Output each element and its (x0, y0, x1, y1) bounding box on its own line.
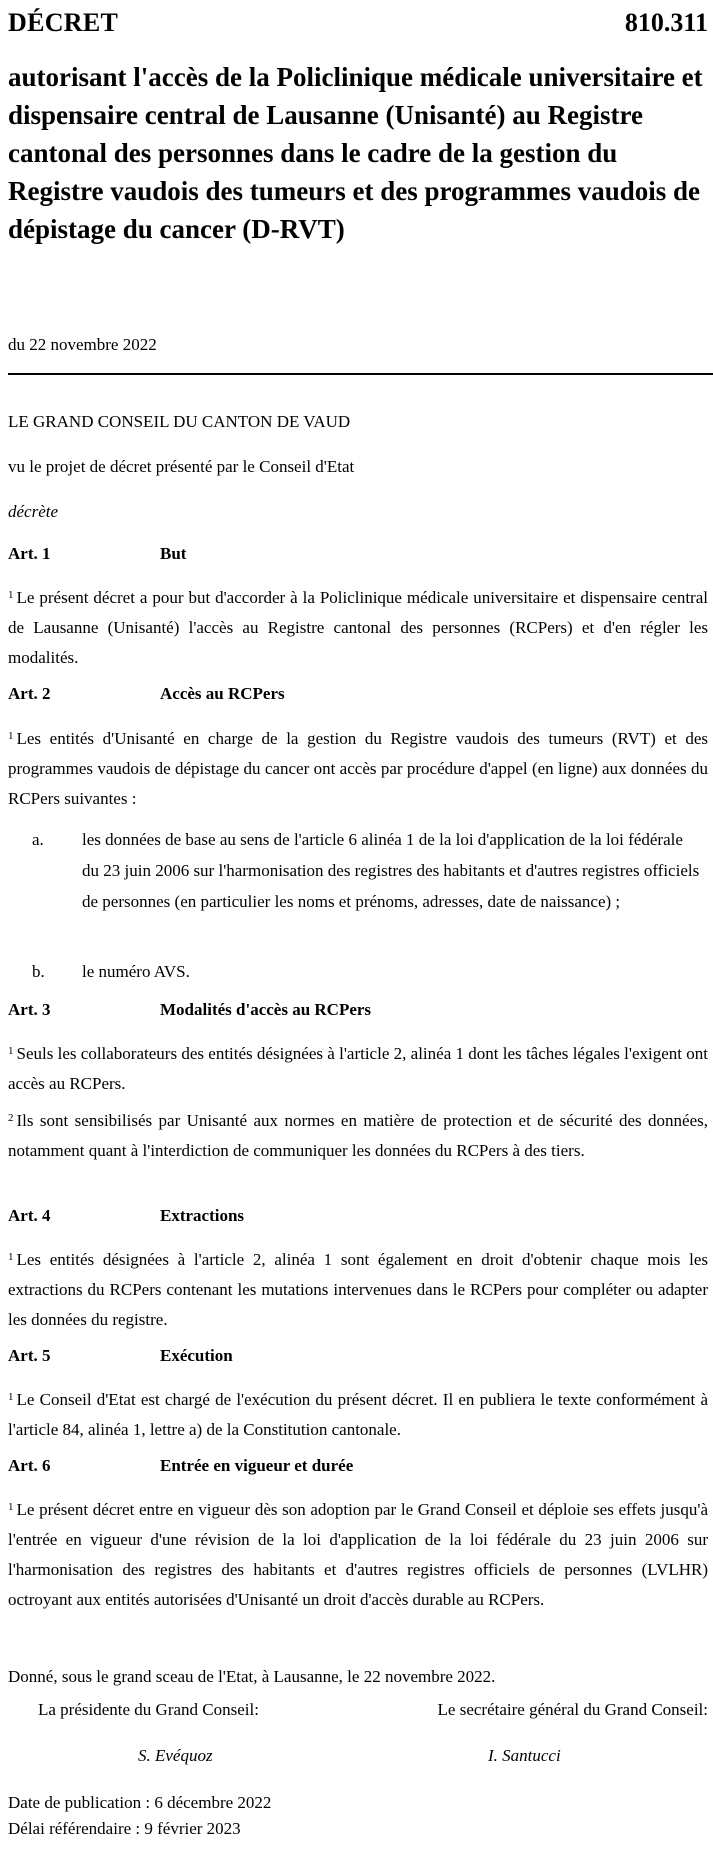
preamble-decrees: décrète (8, 502, 59, 521)
closing-given: Donné, sous le grand sceau de l'Etat, à Lausanne, le 22 novembre 2022. (8, 1667, 496, 1686)
article-2-list-item-a (8, 824, 708, 917)
article-6-paragraph-1 (8, 1492, 708, 1615)
article-title: Exécution (160, 1346, 233, 1365)
article-number: Art. 1 (8, 544, 51, 563)
paragraph-text: Le présent décret entre en vigueur dès son adoption par le Grand Conseil et déploie ses effets jusqu'à l'entrée en vigueur d'une révision de la loi d'application de la loi fédérale du 23 juin 2006 sur l'harmonisation des registres des habitants et d'autres registres officiels de personnes (LVLHR) octroyant aux entités autorisées d'Unisanté un droit d'accès durable au RCPers. (8, 1500, 708, 1609)
preamble-authority: LE GRAND CONSEIL DU CANTON DE VAUD (8, 412, 351, 431)
article-1-heading (8, 544, 708, 568)
list-text: les données de base au sens de l'article 6 alinéa 1 de la loi d'application de la loi fédérale du 23 juin 2006 sur l'harmonisation des registres des habitants et d'autres registres officiels de personnes (en particulier les noms et prénoms, adresses, date de naissance) ; (82, 830, 700, 911)
paragraph-number: 1 (8, 1501, 14, 1513)
article-6-heading (8, 1456, 708, 1480)
paragraph-text: Le Conseil d'Etat est chargé de l'exécution du présent décret. Il en publiera le texte conformément à l'article 84, alinéa 1, lettre a) de la Constitution cantonale. (8, 1390, 708, 1439)
article-number: Art. 2 (8, 684, 51, 703)
document-title: autorisant l'accès de la Policlinique médicale universitaire et dispensaire central de Lausanne (Unisanté) au Registre cantonal des personnes dans le cadre de la gestion du Registre vaudois des tumeurs et des programmes vaudois de dépistage du cancer (D-RVT) (8, 62, 703, 244)
referendum-deadline: Délai référendaire : 9 février 2023 (8, 1819, 241, 1838)
article-4-paragraph-1 (8, 1242, 708, 1335)
article-4-heading (8, 1206, 708, 1230)
article-number: Art. 6 (8, 1456, 51, 1475)
document-type: DÉCRET (8, 8, 119, 37)
article-2-list-item-b (8, 956, 708, 987)
article-3-heading (8, 1000, 708, 1024)
publication-date: Date de publication : 6 décembre 2022 (8, 1793, 272, 1812)
article-1-paragraph-1 (8, 580, 708, 673)
article-5-heading (8, 1346, 708, 1370)
paragraph-number: 2 (8, 1112, 14, 1124)
president-role: La présidente du Grand Conseil: (38, 1700, 259, 1719)
article-2-paragraph-1 (8, 721, 708, 814)
secretary-name: I. Santucci (488, 1746, 561, 1765)
document-header (8, 8, 708, 46)
paragraph-number: 1 (8, 589, 14, 601)
article-title: Extractions (160, 1206, 245, 1225)
paragraph-number: 1 (8, 1045, 14, 1057)
paragraph-number: 1 (8, 730, 14, 742)
article-title: But (160, 544, 187, 563)
article-5-paragraph-1 (8, 1382, 708, 1445)
document-number: 810.311 (624, 8, 708, 37)
article-number: Art. 4 (8, 1206, 51, 1225)
paragraph-number: 1 (8, 1391, 14, 1403)
article-3-paragraph-1 (8, 1036, 708, 1099)
article-title: Accès au RCPers (160, 684, 285, 703)
paragraph-text: Les entités désignées à l'article 2, alinéa 1 sont également en droit d'obtenir chaque mois les extractions du RCPers contenant les mutations intervenues dans le RCPers pour compléter ou adapter les données du registre. (8, 1250, 708, 1329)
secretary-role: Le secrétaire général du Grand Conseil: (437, 1700, 708, 1719)
paragraph-text: Les entités d'Unisanté en charge de la gestion du Registre vaudois des tumeurs (RVT) et des programmes vaudois de dépistage du cancer ont accès par procédure d'appel (en ligne) aux données du RCPers suivantes : (8, 729, 708, 808)
president-name: S. Evéquoz (138, 1746, 213, 1765)
list-letter: a. (32, 830, 44, 849)
document-date: du 22 novembre 2022 (8, 335, 157, 354)
article-2-heading (8, 684, 708, 708)
list-text: le numéro AVS. (82, 962, 190, 981)
header-divider (8, 373, 713, 375)
paragraph-text: Ils sont sensibilisés par Unisanté aux normes en matière de protection et de sécurité des données, notamment quant à l'interdiction de communiquer les données du RCPers à des tiers. (8, 1111, 708, 1160)
paragraph-text: Le présent décret a pour but d'accorder à la Policlinique médicale universitaire et dispensaire central de Lausanne (Unisanté) l'accès au Registre cantonal des personnes (RCPers) et d'en régler les modalités. (8, 588, 708, 667)
list-letter: b. (32, 962, 45, 981)
article-number: Art. 5 (8, 1346, 51, 1365)
preamble-seen: vu le projet de décret présenté par le Conseil d'Etat (8, 457, 355, 476)
article-title: Modalités d'accès au RCPers (160, 1000, 372, 1019)
paragraph-text: Seuls les collaborateurs des entités désignées à l'article 2, alinéa 1 dont les tâches légales l'exigent ont accès au RCPers. (8, 1044, 708, 1093)
article-3-paragraph-2 (8, 1103, 708, 1166)
article-number: Art. 3 (8, 1000, 51, 1019)
article-title: Entrée en vigueur et durée (160, 1456, 354, 1475)
paragraph-number: 1 (8, 1251, 14, 1263)
